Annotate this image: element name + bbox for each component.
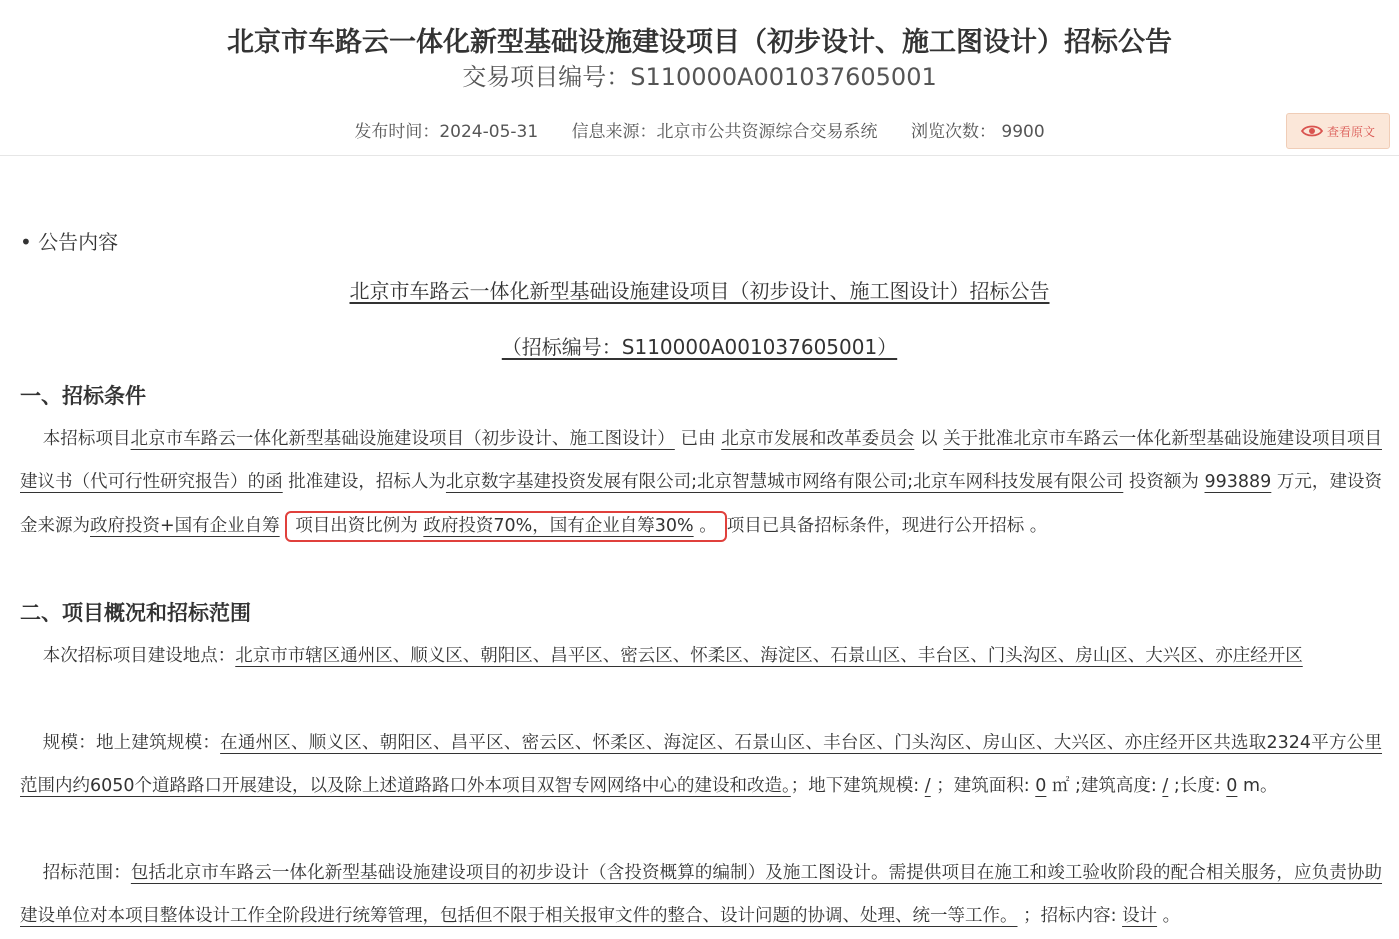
text: 招标范围： [42,863,131,883]
text: 批准建设，招标人为 [288,472,446,493]
meta-info [0,120,1399,144]
text: 。 [699,515,717,536]
publish-time: 发布时间：2024-05-31 [354,122,539,142]
heading-project-overview: 二、项目概况和招标范围 [20,601,251,625]
text: 。 [1162,906,1181,927]
text: 万元，建设资金来源为 [20,472,1382,536]
section-label: • 公告内容 [20,230,119,254]
approval-document: 关于批准北京市车路云一体化新型基础设施建设项目项目建议书（代可行性研究报告）的函 [20,429,1382,493]
paragraph-scope [20,852,1382,939]
view-count: 浏览次数： 9900 [910,122,1045,142]
text: 本次招标项目建设地点： [42,646,236,666]
text: 项目出资比例为 [295,515,418,536]
text: ；建筑面积: [936,776,1030,797]
info-source: 信息来源：北京市公共资源综合交易系统 [571,122,878,142]
below-ground-scale: / [924,776,931,797]
eye-icon [1301,124,1323,138]
text: ；招标内容: [1023,906,1117,927]
heading-tender-conditions: 一、招标条件 [20,384,146,408]
tender-content: 设计 [1122,906,1158,927]
text: 以 [919,429,938,449]
building-area: 0 [1035,776,1047,797]
text: ;长度: [1173,776,1221,797]
paragraph-scale [20,722,1382,809]
investment-amount: 993889 [1204,472,1272,493]
document-number-text: （招标编号：S110000A001037605001） [501,335,898,359]
project-number: 交易项目编号：S110000A001037605001 [462,63,937,91]
tender-scope: 包括北京市车路云一体化新型基础设施建设项目的初步设计（含投资概算的编制）及施工图设计。需提供项目在施工和竣工验收阶段的配合相关服务，应负责协助建设单位对本项目整体设计工作全阶段进行统筹管理，包括但不限于相关报审文件的整合、设计问题的协调、处理、统一等工作。 [20,863,1383,927]
document-title-text: 北京市车路云一体化新型基础设施建设项目（初步设计、施工图设计）招标公告 [349,279,1050,303]
text: 投资额为 [1128,472,1199,493]
document-number [0,333,1399,361]
text: 规模：地上建筑规模： [42,733,221,753]
page-title: 北京市车路云一体化新型基础设施建设项目（初步设计、施工图设计）招标公告 [227,27,1172,58]
document-title [0,277,1399,305]
view-original-button[interactable] [1286,113,1390,149]
length: 0 [1226,776,1238,797]
fund-source: 政府投资+国有企业自筹 [90,515,280,536]
project-name: 北京市车路云一体化新型基础设施建设项目（初步设计、施工图设计） [130,429,675,449]
building-height: / [1162,776,1169,797]
text: ；地下建筑规模: [790,776,920,797]
paragraph-location [20,635,1382,678]
view-original-label: 查看原文 [1326,124,1375,139]
tenderer: 北京数字基建投资发展有限公司;北京智慧城市网络有限公司;北京车网科技发展有限公司 [445,472,1124,493]
paragraph-tender-conditions [20,418,1382,548]
page-header [0,0,1399,156]
text: 已由 [680,429,716,449]
funding-ratio: 政府投资70%，国有企业自筹30% [423,515,694,536]
above-ground-scale: 在通州区、顺义区、朝阳区、昌平区、密云区、怀柔区、海淀区、石景山区、丰台区、门头沟区、房山区、大兴区、亦庄经开区共选取2324平方公里范围内约6050个道路路口开展建设，以及除上述道路路口外本项目双智专网网络中心的建设和改造。 [20,733,1383,797]
highlight-box [285,511,726,542]
text: ㎡ ;建筑高度: [1051,776,1157,797]
text: 本招标项目 [42,429,131,449]
construction-location: 北京市市辖区通州区、顺义区、朝阳区、昌平区、密云区、怀柔区、海淀区、石景山区、丰台区、门头沟区、房山区、大兴区、亦庄经开区 [235,646,1303,666]
text: 项目已具备招标条件，现进行公开招标 。 [726,515,1048,536]
text: m。 [1242,776,1278,797]
approver: 北京市发展和改革委员会 [721,429,915,449]
